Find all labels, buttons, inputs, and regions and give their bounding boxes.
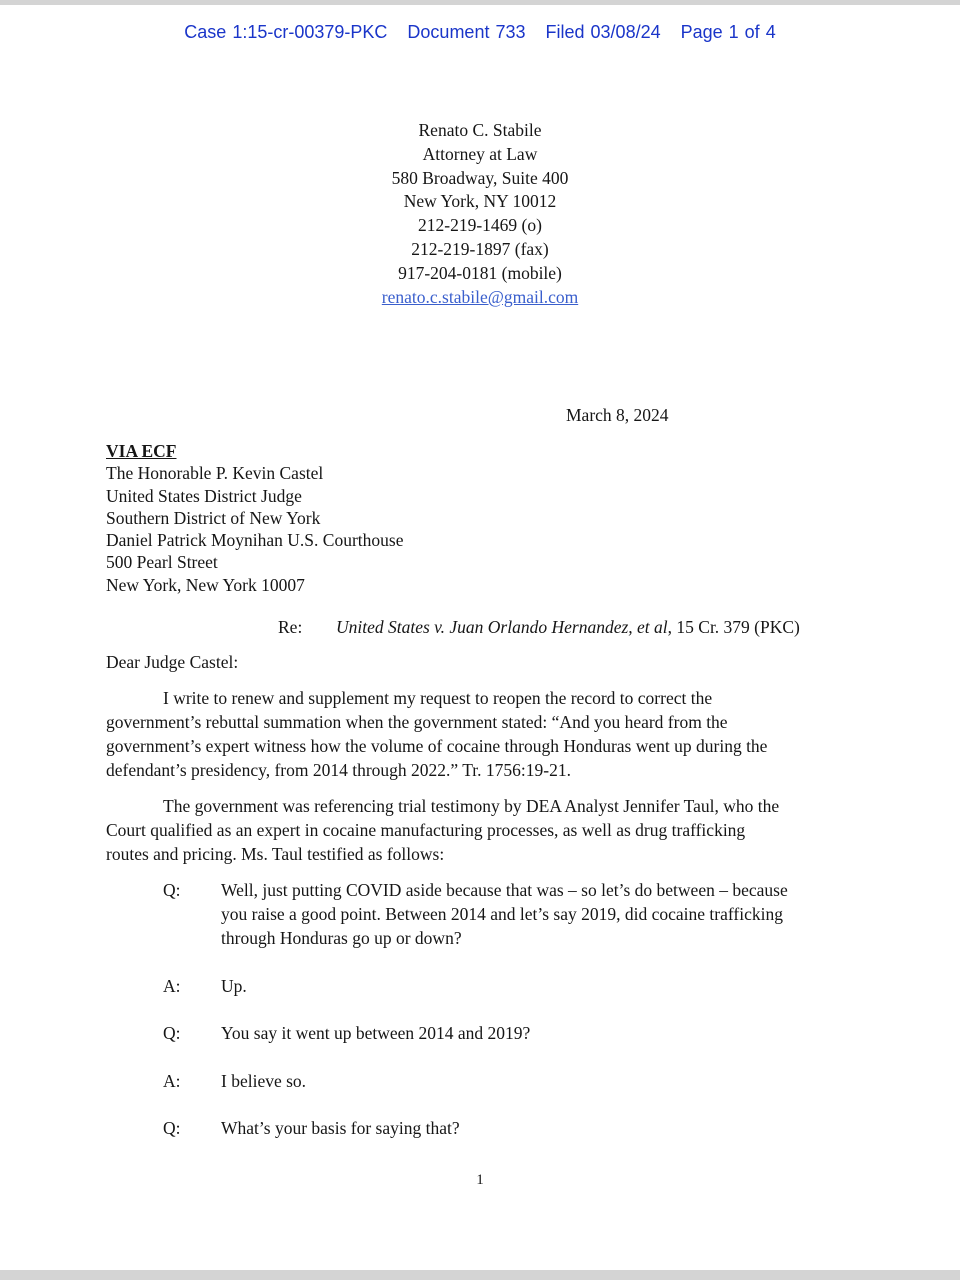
ecf-filing-header bbox=[0, 22, 960, 43]
viewer-top-edge bbox=[0, 0, 960, 5]
speaker-label: Q: bbox=[163, 880, 181, 900]
attorney-name: Renato C. Stabile bbox=[418, 120, 542, 140]
paragraph-line: Court qualified as an expert in cocaine manufacturing processes, as well as drug trafficking bbox=[106, 820, 746, 840]
filed-date: Filed 03/08/24 bbox=[545, 22, 661, 42]
paragraph-line: routes and pricing. Ms. Taul testified as follows: bbox=[106, 844, 445, 864]
viewer-bottom-edge bbox=[0, 1270, 960, 1280]
recipient-block bbox=[106, 440, 403, 596]
testimony-line: I believe so. bbox=[221, 1071, 307, 1091]
case-docket: , 15 Cr. 379 (PKC) bbox=[667, 617, 800, 637]
testimony-line: Well, just putting COVID aside because that was – so let’s do between – because bbox=[221, 880, 788, 900]
paragraph-line: The government was referencing trial testimony by DEA Analyst Jennifer Taul, who the bbox=[163, 796, 780, 816]
re-label: Re: bbox=[278, 617, 303, 637]
paragraph-line: I write to renew and supplement my request to reopen the record to correct the bbox=[163, 688, 713, 708]
recipient-line: Daniel Patrick Moynihan U.S. Courthouse bbox=[106, 530, 404, 551]
attorney-title: Attorney at Law bbox=[422, 143, 538, 164]
testimony-line: You say it went up between 2014 and 2019? bbox=[221, 1023, 531, 1043]
testimony-line: you raise a good point. Between 2014 and let’s say 2019, did cocaine trafficking bbox=[221, 904, 783, 924]
phone-fax: 212-219-1897 (fax) bbox=[411, 238, 549, 259]
recipient-line: Southern District of New York bbox=[106, 507, 321, 528]
document-number: Document 733 bbox=[407, 22, 526, 42]
address-line-2: New York, NY 10012 bbox=[403, 191, 557, 212]
recipient-line: New York, New York 10007 bbox=[106, 574, 305, 595]
re-line bbox=[278, 617, 800, 638]
case-name: United States v. Juan Orlando Hernandez, et al bbox=[336, 617, 668, 637]
paragraph-1 bbox=[106, 686, 846, 782]
testimony-line: Up. bbox=[221, 976, 247, 996]
recipient-line: United States District Judge bbox=[106, 485, 302, 506]
speaker-label: A: bbox=[163, 1071, 181, 1091]
recipient-line: 500 Pearl Street bbox=[106, 552, 218, 573]
speaker-label: Q: bbox=[163, 1023, 181, 1043]
paragraph-line: government’s expert witness how the volume of cocaine through Honduras went up during the bbox=[106, 736, 768, 756]
page-indicator: Page 1 of 4 bbox=[680, 22, 776, 42]
salutation: Dear Judge Castel: bbox=[106, 652, 239, 672]
phone-mobile: 917-204-0181 (mobile) bbox=[398, 262, 562, 283]
testimony-text bbox=[221, 878, 788, 950]
paragraph-line: government’s rebuttal summation when the government stated: “And you heard from the bbox=[106, 712, 728, 732]
case-number: Case 1:15-cr-00379-PKC bbox=[184, 22, 388, 42]
speaker-label: Q: bbox=[163, 1118, 181, 1138]
phone-office: 212-219-1469 (o) bbox=[418, 215, 542, 236]
page-number: 1 bbox=[476, 1172, 484, 1188]
speaker-label: A: bbox=[163, 976, 181, 996]
address-line-1: 580 Broadway, Suite 400 bbox=[391, 167, 569, 188]
letter-date: March 8, 2024 bbox=[566, 405, 669, 425]
paragraph-2 bbox=[106, 794, 846, 866]
delivery-method: VIA ECF bbox=[106, 441, 177, 461]
paragraph-line: defendant’s presidency, from 2014 through 2022.” Tr. 1756:19-21. bbox=[106, 760, 571, 780]
letterhead bbox=[0, 119, 960, 309]
recipient-line: The Honorable P. Kevin Castel bbox=[106, 463, 324, 484]
testimony-line: through Honduras go up or down? bbox=[221, 928, 462, 948]
email-link[interactable]: renato.c.stabile@gmail.com bbox=[381, 286, 579, 307]
testimony-line: What’s your basis for saying that? bbox=[221, 1118, 460, 1138]
